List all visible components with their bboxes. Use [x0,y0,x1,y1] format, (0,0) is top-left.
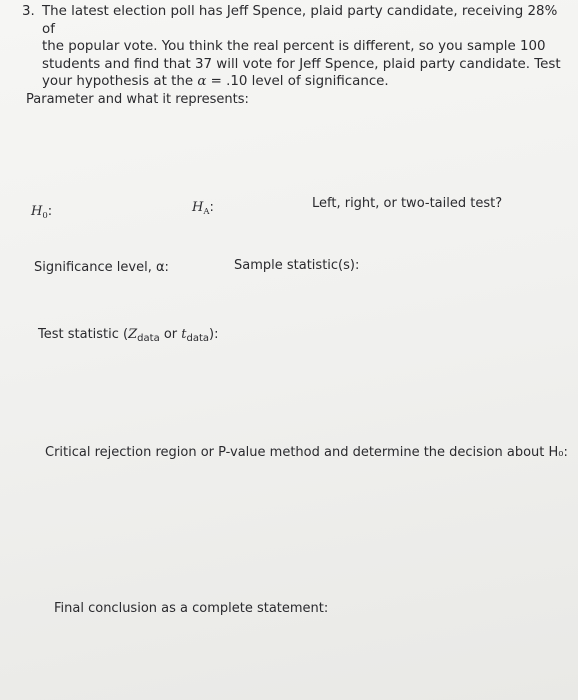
significance-level-label: Significance level, α: [34,260,169,275]
alpha-symbol: α [197,74,207,89]
problem-line-3: students and find that 37 will vote for Jeff Spence, plaid party candidate. Test [42,56,561,72]
z-subscript: data [137,333,160,344]
ha-subscript: A [203,207,210,217]
problem-line-4 [42,73,562,91]
final-conclusion-label: Final conclusion as a complete statement: [54,601,329,616]
problem-line-4-prefix: your hypothesis at the [42,74,198,89]
alternative-hypothesis-label [192,200,214,220]
ha-letter: H [192,200,204,215]
problem-statement [22,3,562,91]
t-letter: t [181,327,187,342]
test-statistic-prefix: Test statistic ( [38,327,129,342]
problem-line-2: the popular vote. You think the real percent is different, so you sample 100 [42,39,546,54]
problem-line-1: The latest election poll has Jeff Spence, plaid party candidate, receiving 28% of [42,4,558,37]
null-hypothesis-label [31,204,52,224]
problem-line-4-suffix: = .10 level of significance. [206,74,389,89]
h0-colon: : [47,204,53,219]
h0-letter: H [31,204,43,219]
test-statistic-label [38,327,219,347]
test-statistic-suffix: ): [209,327,219,342]
tail-test-label: Left, right, or two-tailed test? [312,196,503,211]
problem-number: 3. [22,4,35,19]
critical-region-label: Critical rejection region or P-value method and determine the decision about H₀: [45,445,568,460]
or-word: or [159,327,182,342]
ha-colon: : [209,200,214,215]
t-subscript: data [186,333,210,344]
sample-statistic-label: Sample statistic(s): [234,258,360,273]
h0-subscript: 0 [42,211,48,221]
parameter-label: Parameter and what it represents: [26,92,249,107]
z-letter: Z [128,327,138,342]
